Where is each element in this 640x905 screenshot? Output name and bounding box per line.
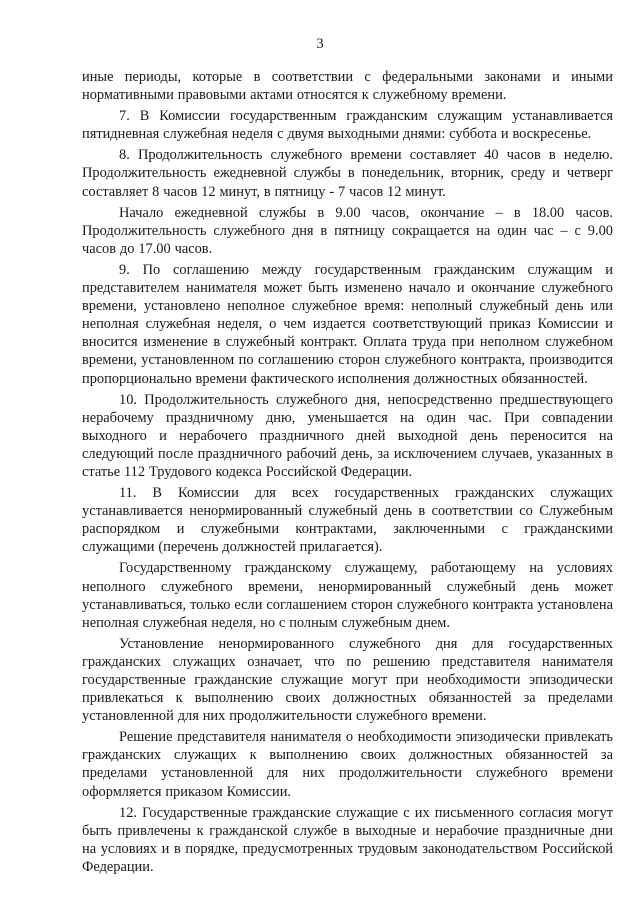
paragraph-12: 12. Государственные гражданские служащие с их письменного согласия могут быть привлечены к гражданской службе в выходные и нерабочие праздничные дни на условиях и в порядке, предусмотренных трудовым законодательством Российской Федерации. <box>82 804 613 875</box>
paragraph-11-irregular-day: Установление ненормированного служебного дня для государственных гражданских служащих означает, что по решению представителя нанимателя государственные гражданские служащие могут при необходимости эпизодически привлекаться к выполнению своих должностных обязанностей за пределами установленной для них продолжительности служебного времени. <box>82 635 613 725</box>
paragraph-8: 8. Продолжительность служебного времени составляет 40 часов в неделю. Продолжительность ежедневной службы в понедельник, вторник, среду и четверг составляет 8 часов 12 минут, в пятницу - 7 часов 12 минут. <box>82 147 613 200</box>
paragraph-11: 11. В Комиссии для всех государственных гражданских служащих устанавливается ненормированный служебный день в соответствии со Служебным распорядком и служебными контрактами, заключенными с гражданскими служащими (перечень должностей прилагается). <box>82 485 613 556</box>
paragraph-11-part-time: Государственному гражданскому служащему, работающему на условиях неполного служебного времени, ненормированный служебный день может устанавливаться, только если соглашением сторон служебного контракта установлена неполная служебная неделя, но с полным служебным днем. <box>82 560 613 631</box>
paragraph-continuation: иные периоды, которые в соответствии с федеральными законами и иными нормативными правовыми актами относятся к служебному времени. <box>82 69 613 104</box>
paragraph-7: 7. В Комиссии государственным гражданским служащим устанавливается пятидневная служебная неделя с двумя выходными днями: суббота и воскресенье. <box>82 108 613 143</box>
document-body <box>82 68 613 879</box>
paragraph-8-schedule: Начало ежедневной службы в 9.00 часов, окончание – в 18.00 часов. Продолжительность служебного дня в пятницу сокращается на один час – с 9.00 часов до 17.00 часов. <box>82 204 613 257</box>
paragraph-11-decision: Решение представителя нанимателя о необходимости эпизодически привлекать гражданских служащих к выполнению своих должностных обязанностей за пределами установленной для них продолжительности служебного времени оформляется приказом Комиссии. <box>82 729 613 800</box>
paragraph-9: 9. По соглашению между государственным гражданским служащим и представителем нанимателя может быть изменено начало и окончание служебного времени, установлено неполное служебное время: неполный служебный день или неполная служебная неделя, о чем издается соответствующий приказ Комиссии и вносится изменение в служебный контракт. Оплата труда при неполном служебном времени, установленном по соглашению сторон служебного контракта, производится пропорционально времени фактического исполнения должностных обязанностей. <box>82 261 613 387</box>
paragraph-10: 10. Продолжительность служебного дня, непосредственно предшествующего нерабочему праздничному дню, уменьшается на один час. При совпадении выходного и нерабочего праздничного дней выходной день переносится на следующий после праздничного рабочий день, за исключением случаев, указанных в статье 112 Трудового кодекса Российской Федерации. <box>82 391 613 480</box>
page-number: 3 <box>316 36 324 52</box>
